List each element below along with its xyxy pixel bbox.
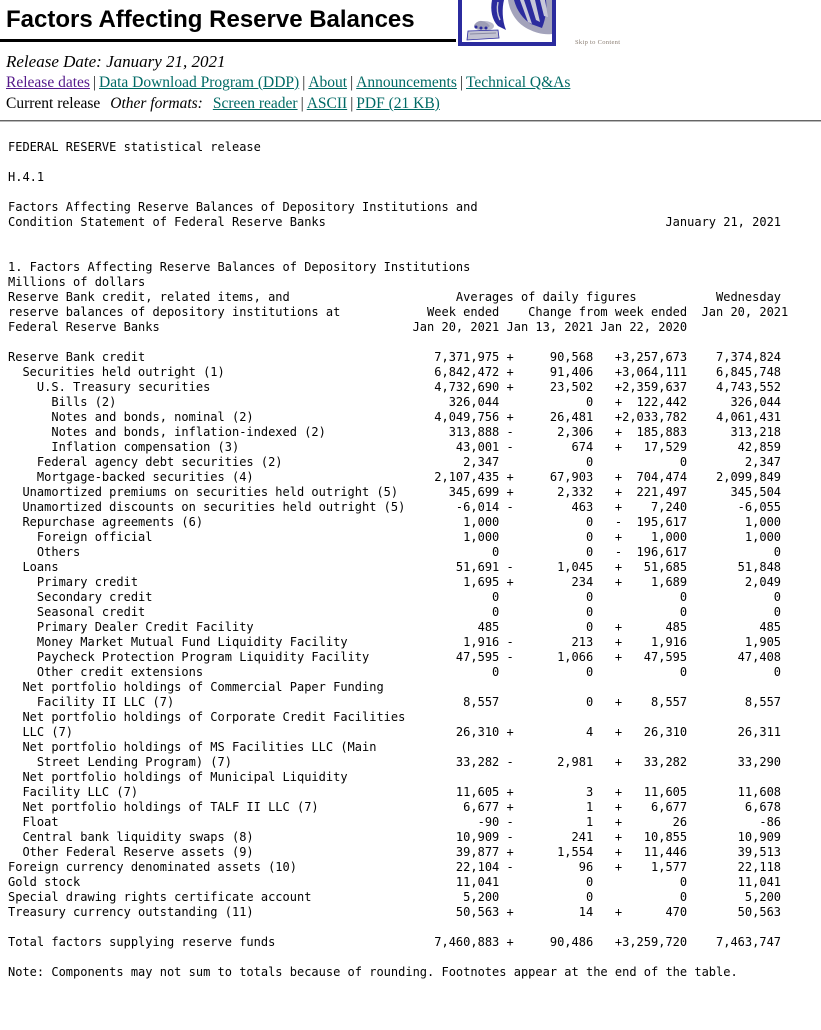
table-row: Paycheck Protection Program Liquidity Facility 47,595 - 1,066 + 47,595 47,408 [8, 650, 782, 664]
table-row: Repurchase agreements (6) 1,000 0 - 195,617 1,000 [8, 515, 782, 529]
divider [0, 120, 821, 122]
table-row: Reserve Bank credit 7,371,975 + 90,568 +3,257,673 7,374,824 [8, 350, 782, 364]
table-row: Federal agency debt securities (2) 2,347 0 0 2,347 [8, 455, 782, 469]
table-row: Secondary credit 0 0 0 0 [8, 590, 782, 604]
screen-reader-link[interactable]: Screen reader [212, 95, 298, 112]
table-row: Primary Dealer Credit Facility 485 0 + 485 485 [8, 620, 782, 634]
table-row: Foreign official 1,000 0 + 1,000 1,000 [8, 530, 782, 544]
table-row: Bills (2) 326,044 0 + 122,442 326,044 [8, 395, 782, 409]
release-date: Release Date: January 21, 2021 [6, 52, 226, 71]
table-row: Unamortized discounts on securities held outright (5) -6,014 - 463 + 7,240 -6,055 [8, 500, 782, 514]
skip-to-content-link[interactable]: Skip to Content [575, 39, 621, 46]
table-row: Facility II LLC (7) 8,557 0 + 8,557 8,557 [8, 695, 782, 709]
table-header-line: reserve balances of depository institutions at Week ended Change from week ended Jan 20, 2021 [8, 305, 789, 319]
table-row: Money Market Mutual Fund Liquidity Facility 1,916 - 213 + 1,916 1,905 [8, 635, 782, 649]
data-download-program-link[interactable]: Data Download Program (DDP) [99, 74, 300, 91]
table-row: Primary credit 1,695 + 234 + 1,689 2,049 [8, 575, 782, 589]
table-row: Street Lending Program) (7) 33,282 - 2,981 + 33,282 33,290 [8, 755, 782, 769]
nav-links-row [6, 73, 821, 92]
table-units: Millions of dollars [8, 275, 146, 289]
table-row: Special drawing rights certificate account 5,200 0 0 5,200 [8, 890, 782, 904]
table-row: Net portfolio holdings of Corporate Credit Facilities [8, 710, 406, 724]
blank-line [8, 920, 821, 935]
fed-eagle-logo-image [458, 0, 556, 46]
blank-line [8, 185, 821, 200]
table-row: Net portfolio holdings of MS Facilities LLC (Main [8, 740, 377, 754]
table-row: Other Federal Reserve assets (9) 39,877 + 1,554 + 11,446 39,513 [8, 845, 782, 859]
table-row: Inflation compensation (3) 43,001 - 674 + 17,529 42,859 [8, 440, 782, 454]
table-note: Note: Components may not sum to totals because of rounding. Footnotes appear at the end of the table. [8, 965, 738, 979]
table-title: 1. Factors Affecting Reserve Balances of Depository Institutions [8, 260, 471, 274]
table-row: Loans 51,691 - 1,045 + 51,685 51,848 [8, 560, 782, 574]
announcements-link[interactable]: Announcements [356, 74, 457, 91]
separator: | [302, 74, 306, 91]
table-row: Unamortized premiums on securities held outright (5) 345,699 + 2,332 + 221,497 345,504 [8, 485, 782, 499]
blank-line [8, 230, 821, 245]
about-link[interactable]: About [308, 74, 348, 91]
table-row: Securities held outright (1) 6,842,472 + 91,406 +3,064,111 6,845,748 [8, 365, 782, 379]
table-row: Central bank liquidity swaps (8) 10,909 - 241 + 10,855 10,909 [8, 830, 782, 844]
table-row: Net portfolio holdings of Municipal Liquidity [8, 770, 348, 784]
technical-qas-link[interactable]: Technical Q&As [466, 74, 571, 91]
pdf-link[interactable]: PDF (21 KB) [356, 95, 440, 112]
table-row: Seasonal credit 0 0 0 0 [8, 605, 782, 619]
blank-line [8, 245, 821, 260]
table-row: Gold stock 11,041 0 0 11,041 [8, 875, 782, 889]
preamble-release-type: FEDERAL RESERVE statistical release [8, 140, 261, 154]
current-release-label: Current release [6, 95, 101, 112]
table-row: U.S. Treasury securities 4,732,690 + 23,502 +2,359,637 4,743,552 [8, 380, 782, 394]
table-row: Facility LLC (7) 11,605 + 3 + 11,605 11,608 [8, 785, 782, 799]
blank-line [8, 155, 821, 170]
title-block [0, 0, 456, 42]
table-row: Notes and bonds, nominal (2) 4,049,756 + 26,481 +2,033,782 4,061,431 [8, 410, 782, 424]
table-header-line: Reserve Bank credit, related items, and Averages of daily figures Wednesday [8, 290, 782, 304]
blank-line [8, 950, 821, 965]
separator: | [459, 74, 464, 91]
other-formats-label: Other formats: [110, 95, 203, 112]
page-title: Factors Affecting Reserve Balances [6, 6, 415, 33]
table-row: Others 0 0 - 196,617 0 [8, 545, 782, 559]
formats-row [6, 94, 821, 113]
table-row: Net portfolio holdings of TALF II LLC (7) 6,677 + 1 + 6,677 6,678 [8, 800, 782, 814]
separator: | [350, 95, 354, 112]
table-row: Notes and bonds, inflation-indexed (2) 313,888 - 2,306 + 185,883 313,218 [8, 425, 782, 439]
table-row: Net portfolio holdings of Commercial Paper Funding [8, 680, 384, 694]
masthead [0, 0, 821, 46]
table-row: Other credit extensions 0 0 0 0 [8, 665, 782, 679]
separator: | [92, 74, 97, 91]
table-row: Mortgage-backed securities (4) 2,107,435 + 67,903 + 704,474 2,099,849 [8, 470, 782, 484]
ascii-link[interactable]: ASCII [306, 95, 348, 112]
separator: | [300, 95, 304, 112]
separator: | [350, 74, 354, 91]
statistical-table [8, 140, 821, 980]
blank-line [8, 335, 821, 350]
table-row: Total factors supplying reserve funds 7,460,883 + 90,486 +3,259,720 7,463,747 [8, 935, 782, 949]
table-row: Treasury currency outstanding (11) 50,563 + 14 + 470 50,563 [8, 905, 782, 919]
release-dates-link[interactable]: Release dates [6, 74, 90, 91]
eagle-statue-graphic [462, 0, 552, 42]
preamble-release-number: H.4.1 [8, 170, 45, 184]
preamble-title-line: Factors Affecting Reserve Balances of Depository Institutions and [8, 200, 478, 214]
table-row: Foreign currency denominated assets (10) 22,104 - 96 + 1,577 22,118 [8, 860, 782, 874]
preamble-title-line: Condition Statement of Federal Reserve Banks January 21, 2021 [8, 215, 782, 229]
table-row: LLC (7) 26,310 + 4 + 26,310 26,311 [8, 725, 782, 739]
table-row: Float -90 - 1 + 26 -86 [8, 815, 782, 829]
table-header-line: Federal Reserve Banks Jan 20, 2021 Jan 13, 2021 Jan 22, 2020 [8, 320, 688, 334]
